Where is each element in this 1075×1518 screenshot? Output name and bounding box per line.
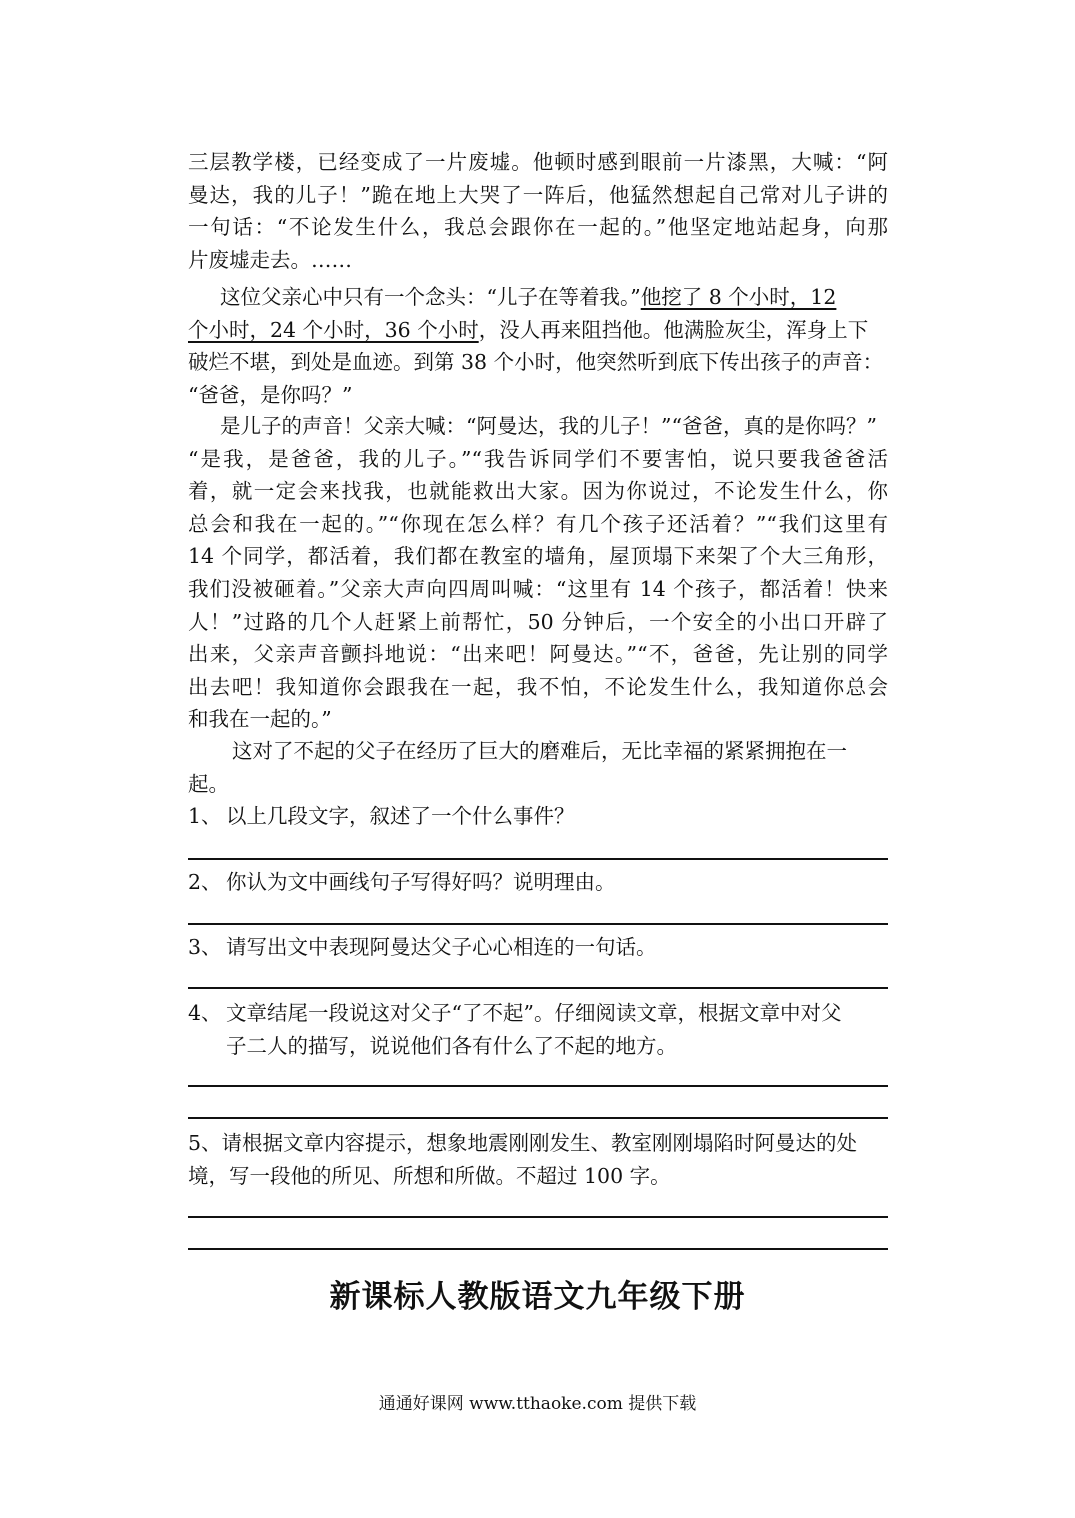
answer-line (188, 1248, 888, 1250)
text-line: 这对了不起的父子在经历了巨大的磨难后，无比幸福的紧紧拥抱在一 (232, 739, 847, 763)
answer-line (188, 1085, 888, 1087)
text-line: 着，就一定会来找我，也就能救出大家。因为你说过，不论发生什么，你 (188, 479, 888, 504)
question-text: 你认为文中画线句子写得好吗？说明理由。 (226, 870, 616, 894)
answer-line (188, 987, 888, 989)
text-line: 出来，父亲声音颤抖地说：“出来吧！阿曼达。”“不，爸爸，先让别的同学 (188, 642, 888, 667)
question-4 (188, 997, 888, 1062)
question-number: 1、 (188, 804, 222, 828)
paragraph-4 (188, 735, 888, 800)
underlined-sentence: 他挖了 8 个小时，12 (640, 285, 837, 309)
text-line (188, 314, 888, 347)
text-line: 总会和我在一起的。”“你现在怎么样？有几个孩子还活着？”“我们这里有 (188, 511, 888, 536)
text-line: 人！”过路的几个人赶紧上前帮忙，50 分钟后，一个安全的小出口开辟了 (188, 609, 888, 634)
answer-line (188, 1216, 888, 1218)
question-number: 2、 (188, 870, 222, 894)
question-number: 3、 (188, 935, 222, 959)
text-line: “爸爸，是你吗？” (188, 382, 353, 407)
text-line: 起。 (188, 771, 229, 796)
question-text: 请写出文中表现阿曼达父子心心相连的一句话。 (226, 935, 657, 959)
text-line: 和我在一起的。” (188, 707, 332, 732)
section-title: 新课标人教版语文九年级下册 (329, 1279, 746, 1315)
text-line: 我们没被砸着。”父亲大声向四周叫喊：“这里有 14 个孩子，都活着！快来 (188, 576, 888, 601)
text-line: 14 个同学，都活着，我们都在教室的墙角，屋顶塌下来架了个大三角形， (188, 544, 888, 569)
page-footer: 通通好课网 www.tthaoke.com 提供下载 (378, 1394, 697, 1414)
answer-line (188, 858, 888, 860)
text-line (188, 281, 888, 314)
text-line: 破烂不堪，到处是血迹。到第 38 个小时，他突然听到底下传出孩子的声音： (188, 350, 884, 375)
text-line: 一句话：“不论发生什么，我总会跟你在一起的。”他坚定地站起身，向那 (188, 215, 888, 240)
text-segment: 这位父亲心中只有一个念头：“儿子在等着我。” (220, 285, 641, 309)
question-text: 子二人的描写，说说他们各有什么了不起的地方。 (226, 1033, 677, 1058)
paragraph-3 (188, 410, 888, 736)
paragraph-1 (188, 146, 888, 276)
question-1 (188, 800, 888, 833)
underlined-sentence: 个小时，24 个小时，36 个小时 (188, 317, 479, 342)
question-text: 以上几段文字，叙述了一个什么事件？ (226, 804, 575, 828)
text-line: 三层教学楼，已经变成了一片废墟。他顿时感到眼前一片漆黑，大喊：“阿 (188, 150, 888, 174)
text-segment: ，没人再来阻挡他。他满脸灰尘，浑身上下 (478, 317, 869, 342)
text-line: “是我，是爸爸，我的儿子。”“我告诉同学们不要害怕，说只要我爸爸活 (188, 446, 888, 471)
question-3 (188, 931, 888, 964)
question-number: 4、 (188, 1001, 222, 1025)
answer-line (188, 1117, 888, 1119)
question-2 (188, 866, 888, 899)
text-line: 是儿子的声音！父亲大喊：“阿曼达，我的儿子！”“爸爸，真的是你吗？” (220, 414, 877, 438)
question-text: 文章结尾一段说这对父子“了不起”。仔细阅读文章，根据文章中对父 (226, 1001, 842, 1025)
text-line: 曼达，我的儿子！”跪在地上大哭了一阵后，他猛然想起自己常对儿子讲的 (188, 182, 888, 207)
paragraph-2 (188, 281, 888, 411)
text-line: 片废墟走去。…… (188, 247, 352, 272)
question-number: 5、 (188, 1131, 222, 1155)
answer-line (188, 923, 888, 925)
text-line: 出去吧！我知道你会跟我在一起，我不怕，不论发生什么，我知道你总会 (188, 674, 888, 699)
question-text: 境，写一段他的所见、所想和所做。不超过 100 字。 (188, 1163, 671, 1188)
question-text: 请根据文章内容提示，想象地震刚刚发生、教室刚刚塌陷时阿曼达的处 (221, 1131, 858, 1155)
question-5 (188, 1127, 888, 1192)
